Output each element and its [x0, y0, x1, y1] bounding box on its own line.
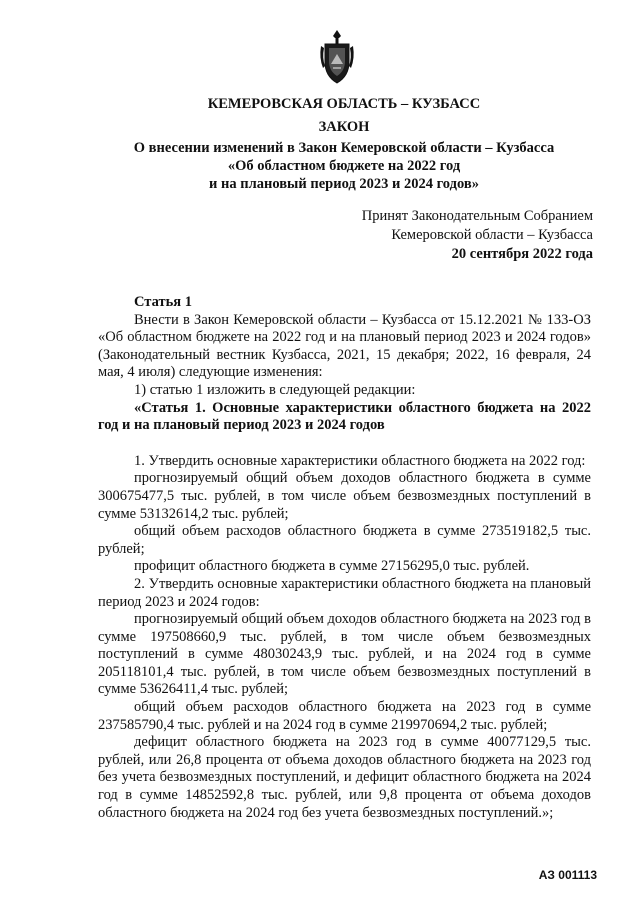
paragraph-7: общий объем расходов областного бюджета на 2023 год в сумме 237585790,4 тыс. рублей и на 2024 год в сумме 219970694,2 тыс. рублей; — [98, 699, 591, 733]
coat-of-arms-icon — [319, 28, 355, 86]
article-intro: Внести в Закон Кемеровской области – Кузбасса от 15.12.2021 № 133-ОЗ «Об областном бюджете на 2022 год и на плановый период 2023 и 2024 годов» (Законодательный вестник Кузбасса, 2021, 15 декабря; 2022, 16 февраля, 24 мая, 4 июля) следующие изменения: — [98, 311, 591, 381]
change-item-1: 1) статью 1 изложить в следующей редакции: — [134, 381, 416, 398]
paragraph-5: 2. Утвердить основные характеристики областного бюджета на плановый период 2023 и 2024 годов: — [98, 575, 591, 610]
article-body — [98, 294, 591, 822]
article-heading: Статья 1 — [134, 294, 192, 310]
region-title: КЕМЕРОВСКАЯ ОБЛАСТЬ – КУЗБАСС — [207, 96, 481, 112]
paragraph-2: прогнозируемый общий объем доходов областного бюджета в сумме 300675477,5 тыс. рублей, в том числе объем безвозмездных поступлений в сумме 53132614,2 тыс. рублей; — [98, 470, 591, 522]
adoption-line-1: Принят Законодательным Собранием — [361, 208, 593, 224]
paragraph-3: общий объем расходов областного бюджета в сумме 273519182,5 тыс. рублей; — [98, 523, 591, 557]
paragraph-4: профицит областного бюджета в сумме 27156295,0 тыс. рублей. — [134, 558, 530, 575]
document-type: ЗАКОН — [318, 119, 370, 135]
law-title-line-2: «Об областном бюджете на 2022 год — [227, 158, 461, 174]
adoption-date: 20 сентября 2022 года — [451, 246, 593, 262]
document-serial-number: АЗ 001113 — [538, 868, 597, 882]
paragraph-6: прогнозируемый общий объем доходов областного бюджета на 2023 год в сумме 197508660,9 тыс. рублей, в том числе объем безвозмездных поступлений в сумме 48030243,9 тыс. рублей, и на 2024 год в сумме 205118101,4 тыс. рублей, в том числе объем безвозмездных поступлений в сумме 53626411,4 тыс. рублей; — [98, 611, 591, 698]
law-title-line-3: и на плановый период 2023 и 2024 годов» — [209, 176, 479, 192]
quoted-article-heading: «Статья 1. Основные характеристики областного бюджета на 2022 год и на плановый период 2023 и 2024 годов — [98, 399, 591, 434]
paragraph-1: 1. Утвердить основные характеристики областного бюджета на 2022 год: — [134, 452, 586, 469]
law-title-line-1: О внесении изменений в Закон Кемеровской области – Кузбасса — [133, 140, 555, 156]
paragraph-8: дефицит областного бюджета на 2023 год в сумме 40077129,5 тыс. рублей, или 26,8 процента от объема доходов областного бюджета на 2023 год без учета безвозмездных поступлений, и дефицит областного бюджета на 2024 год в сумме 14852592,8 тыс. рублей, или 9,8 процента от объема доходов областного бюджета на 2024 год без учета безвозмездных поступлений.»; — [98, 734, 591, 821]
adoption-line-2: Кемеровской области – Кузбасса — [391, 227, 593, 243]
